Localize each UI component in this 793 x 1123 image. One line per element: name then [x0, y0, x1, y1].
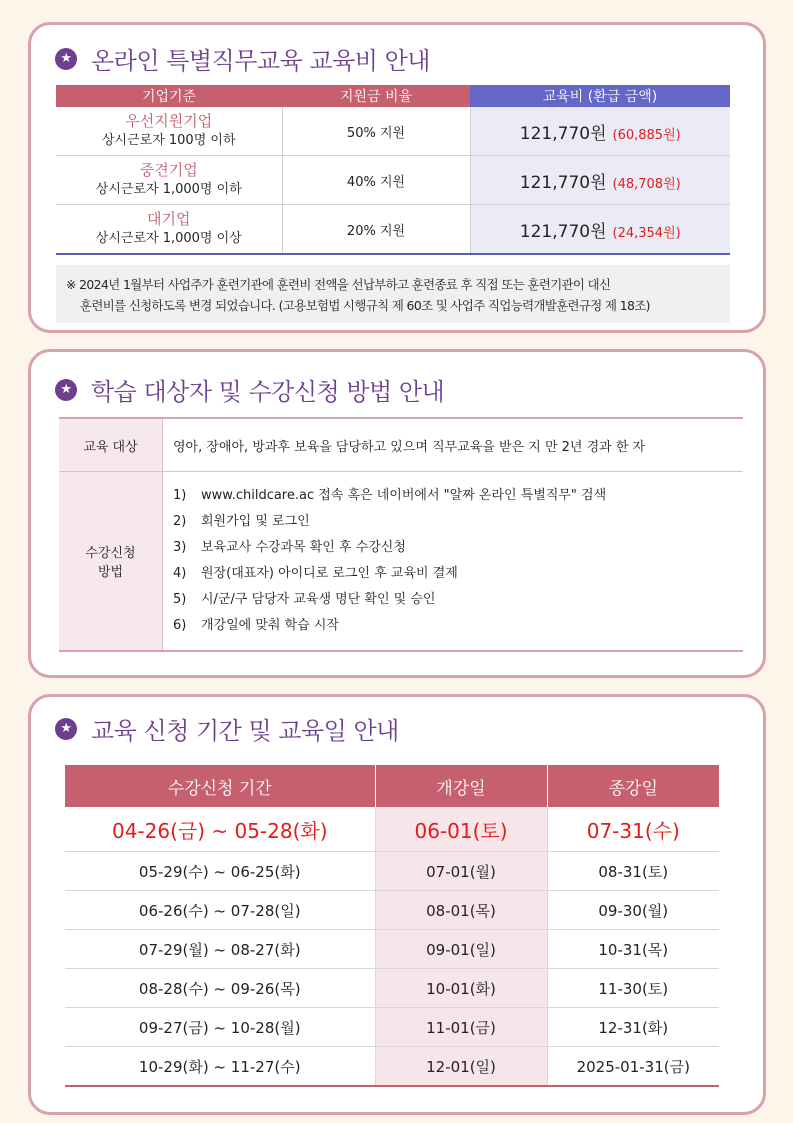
support-ratio: 50% 지원	[282, 107, 470, 156]
schedule-header-start: 개강일	[375, 765, 547, 807]
fee-note-line-1: ※ 2024년 1월부터 사업주가 훈련기관에 훈련비 전액을 선납부하고 훈련종료 후 직접 또는 훈련기관이 대신	[66, 277, 611, 292]
step-number: 1)	[173, 488, 187, 503]
table-row	[65, 852, 719, 891]
end-date: 12-31(화)	[547, 1008, 719, 1047]
enroll-period: 07-29(월) ~ 08-27(화)	[65, 930, 375, 969]
method-steps	[173, 483, 743, 639]
fee-amount-cell	[470, 107, 730, 156]
fee-company-cell	[56, 107, 282, 156]
method-row	[59, 472, 743, 652]
method-label	[59, 472, 163, 652]
fee-section-title	[55, 41, 430, 76]
start-date: 07-01(월)	[375, 852, 547, 891]
schedule-section-title	[55, 711, 399, 746]
target-table	[59, 417, 743, 652]
target-text: 영아, 장애아, 방과후 보육을 담당하고 있으며 직무교육을 받은 지 만 2년 경과 한 자	[163, 418, 744, 472]
fee-table	[56, 85, 730, 255]
star-badge-icon: ★	[55, 718, 77, 740]
schedule-section	[28, 694, 766, 1115]
start-date: 06-01(토)	[375, 807, 547, 852]
fee-section-title-text: 온라인 특별직무교육 교육비 안내	[91, 47, 430, 75]
end-date: 07-31(수)	[547, 807, 719, 852]
step-number: 5)	[173, 592, 187, 607]
fee-header-amount: 교육비 (환급 금액)	[470, 85, 730, 107]
fee-amount-cell	[470, 205, 730, 255]
fee-header-company: 기업기준	[56, 85, 282, 107]
end-date: 08-31(토)	[547, 852, 719, 891]
end-date: 2025-01-31(금)	[576, 1057, 690, 1076]
schedule-section-title-text: 교육 신청 기간 및 교육일 안내	[91, 717, 399, 745]
list-item	[173, 483, 743, 509]
company-desc: 상시근로자 1,000명 이상	[95, 231, 242, 246]
list-item	[173, 535, 743, 561]
step-number: 2)	[173, 514, 187, 529]
method-label-line-2: 방법	[97, 565, 124, 580]
end-date: 09-30(월)	[547, 891, 719, 930]
fee-row	[56, 107, 730, 156]
start-date: 09-01(일)	[375, 930, 547, 969]
refund-amount: (24,354원)	[612, 225, 681, 241]
list-item	[173, 613, 743, 639]
step-text: 보육교사 수강과목 확인 후 수강신청	[201, 540, 406, 555]
company-desc: 상시근로자 100명 이하	[101, 133, 236, 148]
star-badge-icon: ★	[55, 379, 77, 401]
company-tier: 대기업	[147, 210, 191, 228]
star-badge-icon: ★	[55, 48, 77, 70]
schedule-header-end: 종강일	[547, 765, 719, 807]
target-row	[59, 418, 743, 472]
method-label-line-1: 수강신청	[85, 546, 136, 561]
table-row	[65, 969, 719, 1008]
list-item	[173, 509, 743, 535]
start-date: 12-01(일)	[375, 1047, 547, 1087]
fee-company-cell	[56, 156, 282, 205]
table-row	[65, 930, 719, 969]
schedule-table	[65, 765, 719, 1087]
step-text: 회원가입 및 로그인	[201, 514, 310, 529]
company-tier: 우선지원기업	[125, 112, 213, 130]
step-text: 시/군/구 담당자 교육생 명단 확인 및 승인	[201, 592, 436, 607]
support-ratio: 20% 지원	[282, 205, 470, 255]
target-section-title	[55, 372, 444, 407]
step-text: 개강일에 맞춰 학습 시작	[201, 618, 339, 633]
start-date: 08-01(목)	[375, 891, 547, 930]
start-date: 10-01(화)	[375, 969, 547, 1008]
enroll-period: 10-29(화) ~ 11-27(수)	[65, 1047, 375, 1087]
fee-table-header	[56, 85, 730, 107]
refund-amount: (60,885원)	[612, 127, 681, 143]
fee-amount: 121,770원	[519, 123, 607, 144]
table-row	[65, 1047, 719, 1087]
enroll-period: 06-26(수) ~ 07-28(일)	[65, 891, 375, 930]
schedule-table-header	[65, 765, 719, 807]
method-steps-cell	[163, 472, 744, 652]
schedule-header-period: 수강신청 기간	[65, 765, 375, 807]
fee-note	[56, 265, 730, 323]
fee-amount-cell	[470, 156, 730, 205]
table-row	[65, 807, 719, 852]
table-row	[65, 891, 719, 930]
refund-amount: (48,708원)	[612, 176, 681, 192]
fee-header-ratio: 지원금 비율	[282, 85, 470, 107]
step-number: 6)	[173, 618, 187, 633]
enroll-period: 04-26(금) ~ 05-28(화)	[65, 807, 375, 852]
company-tier: 중견기업	[139, 161, 198, 179]
fee-company-cell	[56, 205, 282, 255]
fee-amount: 121,770원	[519, 172, 607, 193]
fee-note-line-2: 훈련비를 신청하도록 변경 되었습니다. (고용보험법 시행규칙 제 60조 및 사업주 직업능력개발훈련규정 제 18조)	[80, 298, 650, 313]
table-row	[65, 1008, 719, 1047]
company-desc: 상시근로자 1,000명 이하	[95, 182, 242, 197]
target-section	[28, 349, 766, 678]
end-date: 10-31(목)	[547, 930, 719, 969]
step-text: 원장(대표자) 아이디로 로그인 후 교육비 결제	[201, 566, 458, 581]
target-section-title-text: 학습 대상자 및 수강신청 방법 안내	[91, 378, 445, 406]
list-item	[173, 561, 743, 587]
list-item	[173, 587, 743, 613]
fee-row	[56, 156, 730, 205]
step-text: www.childcare.ac 접속 혹은 네이버에서 "알짜 온라인 특별직무" 검색	[201, 488, 607, 503]
step-number: 4)	[173, 566, 187, 581]
step-number: 3)	[173, 540, 187, 555]
target-label: 교육 대상	[59, 418, 163, 472]
end-date: 11-30(토)	[547, 969, 719, 1008]
enroll-period: 08-28(수) ~ 09-26(목)	[65, 969, 375, 1008]
fee-row	[56, 205, 730, 255]
fee-section	[28, 22, 766, 333]
start-date: 11-01(금)	[375, 1008, 547, 1047]
enroll-period: 05-29(수) ~ 06-25(화)	[65, 852, 375, 891]
support-ratio: 40% 지원	[282, 156, 470, 205]
enroll-period: 09-27(금) ~ 10-28(월)	[65, 1008, 375, 1047]
fee-amount: 121,770원	[519, 221, 607, 242]
